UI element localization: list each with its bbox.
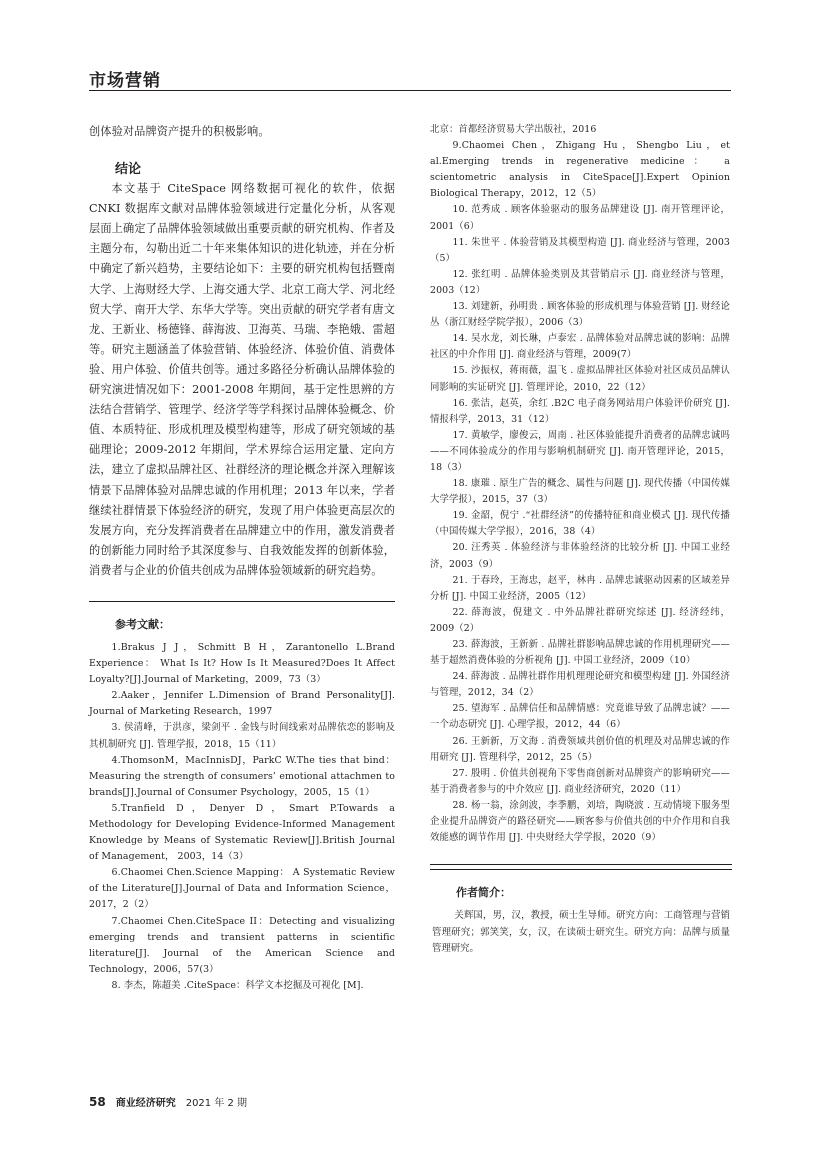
reference-item: 16. 张洁，赵英，余红 .B2C 电子商务网站用户体验评价研究 [J]. 情报科学，2013，31（12） — [430, 397, 730, 425]
reference-item: 14. 吴水龙，刘长琳，卢泰宏 . 品牌体验对品牌忠诚的影响：品牌社区的中介作用 [J]. 商业经济与管理，2009(7） — [430, 333, 730, 361]
reference-item: 21. 于春玲，王海忠，赵平，林冉 . 品牌忠诚驱动因素的区域差异分析 [J]. 中国工业经济，2005（12） — [430, 574, 730, 602]
references-heading: 参考文献： — [115, 617, 170, 631]
author-bio: 关辉国，男，汉，教授，硕士生导师。研究方向：工商管理与营销管理研究；郭笑笑，女，汉，在读硕士研究生。研究方向：品牌与质量管理研究。 — [432, 910, 730, 954]
conclusion-paragraph: 本文基于 CiteSpace 网络数据可视化的软件，依据 CNKI 数据库文献对品牌体验领域进行定量化分析，从客观层面上确定了品牌体验领域做出重要贡献的研究机构、作者及主题分布，勾勒出近二十年来集体知识的进化轨迹，并在分析中确定了新兴趋势，主要结论如下：主要的研究机构包括暨南大学、上海财经大学、上海交通大学、北京工商大学、河北经贸大学、南开大学、东华大学等。突出贡献的研究学者有唐文龙、王新业、杨德锋、薛海波、卫海英、马瑞、李艳娥、雷超等。研究主题涵盖了体验营销、体验经济、体验价值、消费体验、用户体验、价值共创等。通过多路径分析确认品牌体验的研究演进情况如下：2001-2008 年期间，基于定性思辨的方法结合营销学、管理学、经济学等学科探讨品牌体验概念、价值、本质特征、形成机理及模型构建等，形成了研究领域的基础理论；2009-2012 年期间，学术界综合运用定量、定向方法，建立了虚拟品牌社区、社群经济的理论概念并深入理解该情景下品牌体验对品牌忠诚的作用机理；2013 年以来，学者继续社群情景下体验经济的研究，发现了用户体验更高层次的发展方向，充分发挥消费者在品牌建立中的作用，激发消费者的创新能力同时给予其深度参与、自我效能发挥的创新体验，消费者与企业的价值共创成为品牌体验领域新的研究趋势。 — [89, 182, 395, 577]
journal-name: 商业经济研究 — [115, 1098, 176, 1109]
conclusion-heading: 结论 — [115, 162, 142, 178]
author-divider-bottom — [430, 869, 732, 870]
page-number: 58 — [89, 1095, 106, 1109]
reference-item: 8. 李杰，陈超美 .CiteSpace：科学文本挖掘及可视化 [M]. — [111, 979, 364, 991]
reference-item: 19. 金韶，倪宁 .“社群经济”的传播特征和商业模式 [J]. 现代传播（中国传媒大学学报），2016，38（4） — [430, 510, 730, 538]
reference-item: 26. 王新新，万文海 . 消费领域共创价值的机理及对品牌忠诚的作用研究 [J]. 管理科学，2012，25（5） — [430, 735, 730, 763]
reference-item: 13. 刘建新，孙明贵 . 顾客体验的形成机理与体验营销 [J]. 财经论丛（浙江财经学院学报），2006（3） — [430, 301, 730, 329]
reference-item: 18. 康璀 . 原生广告的概念、属性与问题 [J]. 现代传播（中国传媒大学学报），2015，37（3） — [430, 478, 730, 506]
page-footer — [89, 1094, 247, 1109]
author-divider-top — [430, 864, 732, 865]
reference-item: 24. 薛海波 . 品牌社群作用机理理论研究和模型构建 [J]. 外国经济与管理，2012，34（2） — [430, 671, 730, 699]
reference-item: 25. 望海军 . 品牌信任和品牌情感：究竟谁导致了品牌忠诚？——一个动态研究 [J]. 心理学报，2012，44（6） — [430, 703, 730, 731]
reference-item: 23. 薛海波，王新新 . 品牌社群影响品牌忠诚的作用机理研究——基于超然消费体验的分析视角 [J]. 中国工业经济，2009（10） — [430, 639, 730, 667]
reference-item: 4.ThomsonM，MacInnisDJ，ParkC W.The ties that bind：Measuring the strength of consumers’ emotional attachmen to brands[J].Journal of Consumer Psychology，2005，15（1） — [89, 754, 395, 798]
reference-item: 15. 沙振权，蒋雨薇，温飞 . 虚拟品牌社区体验对社区成员品牌认同影响的实证研究 [J]. 管理评论，2010，22（12） — [430, 365, 730, 393]
reference-item: 1.Brakus J J，Schmitt B H，Zarantonello L.Brand Experience： What Is It? How Is It Measured?Does It Affect Loyalty?[J].Journal of Marketing，2009，73（3） — [89, 641, 395, 686]
references-divider — [89, 601, 395, 602]
reference-item: 3. 侯清峰，于洪彦，梁剑平 . 金钱与时间线索对品牌依恋的影响及其机制研究 [J]. 管理学报，2018，15（11） — [89, 722, 395, 750]
reference-list-left — [89, 640, 395, 994]
reference-item: 12. 张红明 . 品牌体验类别及其营销启示 [J]. 商业经济与管理，2003（12） — [430, 268, 730, 296]
reference-item: 11. 朱世平 . 体验营销及其模型构造 [J]. 商业经济与管理，2003（5） — [430, 236, 730, 264]
issue-label: 2021 年 2 期 — [185, 1098, 248, 1109]
author-heading: 作者简介： — [456, 886, 511, 900]
header-rule — [89, 90, 731, 91]
reference-item: 28. 杨一翁，涂剑波，李季鹏，刘培，陶晓波 . 互动情境下服务型企业提升品牌资产的路径研究——顾客参与价值共创的中介作用和自我效能感的调节作用 [J]. 中央财经大学学报，2020（9） — [430, 799, 730, 844]
reference-item: 20. 汪秀英 . 体验经济与非体验经济的比较分析 [J]. 中国工业经济，2003（9） — [430, 542, 730, 570]
reference-item: 6.Chaomei Chen.Science Mapping： A Systematic Review of the Literature[J].Journal of Data and Information Science，2017，2（2） — [89, 867, 395, 911]
reference-item: 22. 薛海波，倪建文 . 中外品牌社群研究综述 [J]. 经济经纬，2009（2） — [430, 606, 730, 634]
reference-item: 5.Tranfield D，Denyer D，Smart P.Towards a Methodology for Developing Evidence-Informed Management Knowledge by Means of Systematic Review[J].British Journal of Management， 2003，14（3） — [89, 802, 395, 863]
reference-item: 17. 黄敏学，廖俊云，周南 . 社区体验能提升消费者的品牌忠诚吗——不同体验成分的作用与影响机制研究 [J]. 南开管理评论，2015，18（3） — [430, 429, 730, 473]
reference-item: 10. 范秀成 . 顾客体验驱动的服务品牌建设 [J]. 南开管理评论，2001（6） — [430, 204, 730, 232]
reference-list-right — [430, 122, 730, 846]
reference-item: 2.Aaker，Jennifer L.Dimension of Brand Personality[J]. Journal of Marketing Research，1997 — [89, 690, 395, 718]
reference-continuation: 北京：首都经济贸易大学出版社，2016 — [430, 124, 597, 135]
left-column — [89, 122, 395, 994]
section-title: 市场营销 — [89, 71, 161, 91]
reference-item: 27. 殷明 . 价值共创视角下零售商创新对品牌资产的影响研究——基于消费者参与的中介效应 [J]. 商业经济研究，2020（11） — [430, 767, 730, 795]
reference-item: 7.Chaomei Chen.CiteSpace II：Detecting and visualizing emerging trends and transient patterns in scientific literature[J]. Journal of the American Science and Technology，2006，57(3） — [89, 915, 395, 975]
reference-item: 9.Chaomei Chen，Zhigang Hu，Shengbo Liu，et al.Emerging trends in regenerative medicine： a scientometric analysis in CiteSpace[J].Expert Opinion Biological Therapy，2012，12（5） — [430, 140, 730, 200]
intro-line: 创体验对品牌资产提升的积极影响。 — [89, 125, 270, 138]
right-column — [430, 122, 730, 957]
